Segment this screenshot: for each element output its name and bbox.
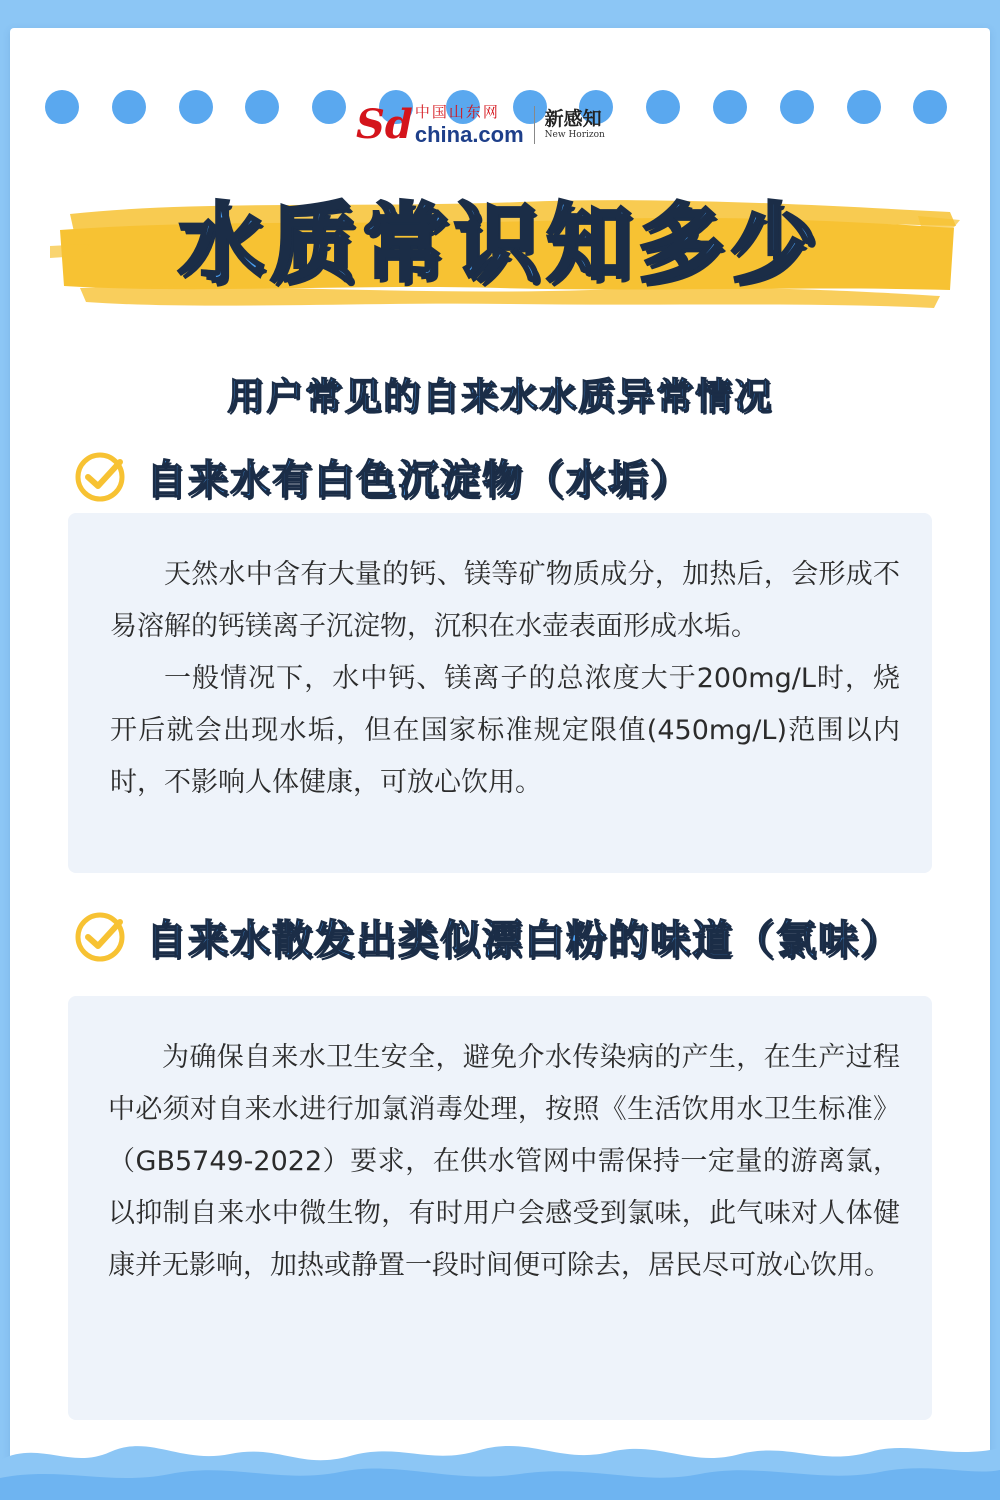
page-subtitle: 用户常见的自来水水质异常情况 — [227, 375, 773, 418]
sdchina-logo-text — [414, 102, 524, 147]
binder-hole — [45, 90, 79, 124]
section-2-heading: 自来水散发出类似漂白粉的味道（氯味） — [146, 917, 902, 963]
binder-hole — [913, 90, 947, 124]
binder-hole — [245, 90, 279, 124]
logo-en-name: china.com — [414, 121, 524, 147]
publisher-logo — [356, 100, 605, 150]
page-title: 水质常识知多少 — [178, 194, 822, 294]
logo-cn-name: 中国山东网 — [414, 102, 500, 121]
section-1-paragraph-1: 天然水中含有大量的钙、镁等矿物质成分，加热后，会形成不易溶解的钙镁离子沉淀物，沉积在水壶表面形成水垢。 — [110, 559, 900, 642]
section-1-card — [68, 513, 932, 873]
poster-page — [10, 28, 990, 1490]
binder-hole — [646, 90, 680, 124]
binder-hole — [713, 90, 747, 124]
bottom-wave-decoration — [0, 1430, 1000, 1500]
section-2-card — [68, 996, 932, 1420]
section-1-heading: 自来水有白色沉淀物（水垢） — [146, 457, 692, 503]
check-circle-icon — [72, 909, 128, 965]
sd-logo-mark: Sd — [356, 101, 413, 148]
binder-hole — [780, 90, 814, 124]
section-2-header — [72, 908, 902, 965]
binder-hole — [179, 90, 213, 124]
section-2-paragraph-1: 为确保自来水卫生安全，避免介水传染病的产生，在生产过程中必须对自来水进行加氯消毒处理，按照《生活饮用水卫生标准》（GB5749-2022）要求，在供水管网中需保持一定量的游离氯，以抑制自来水中微生物，有时用户会感受到氯味，此气味对人体健康并无影响，加热或静置一段时间便可除去，居民尽可放心饮用。 — [108, 1042, 900, 1281]
logo-divider — [534, 106, 535, 144]
partner-logo-cn: 新感知 — [544, 108, 602, 130]
section-1-paragraph-2: 一般情况下，水中钙、镁离子的总浓度大于200mg/L时，烧开后就会出现水垢，但在国家标准规定限值(450mg/L)范围以内时，不影响人体健康，可放心饮用。 — [110, 663, 900, 798]
section-1-header — [72, 448, 692, 505]
binder-hole — [112, 90, 146, 124]
check-circle-icon — [72, 449, 128, 505]
binder-hole — [312, 90, 346, 124]
partner-logo-en: New Horizon — [544, 130, 605, 140]
partner-logo — [545, 110, 605, 140]
binder-hole — [847, 90, 881, 124]
